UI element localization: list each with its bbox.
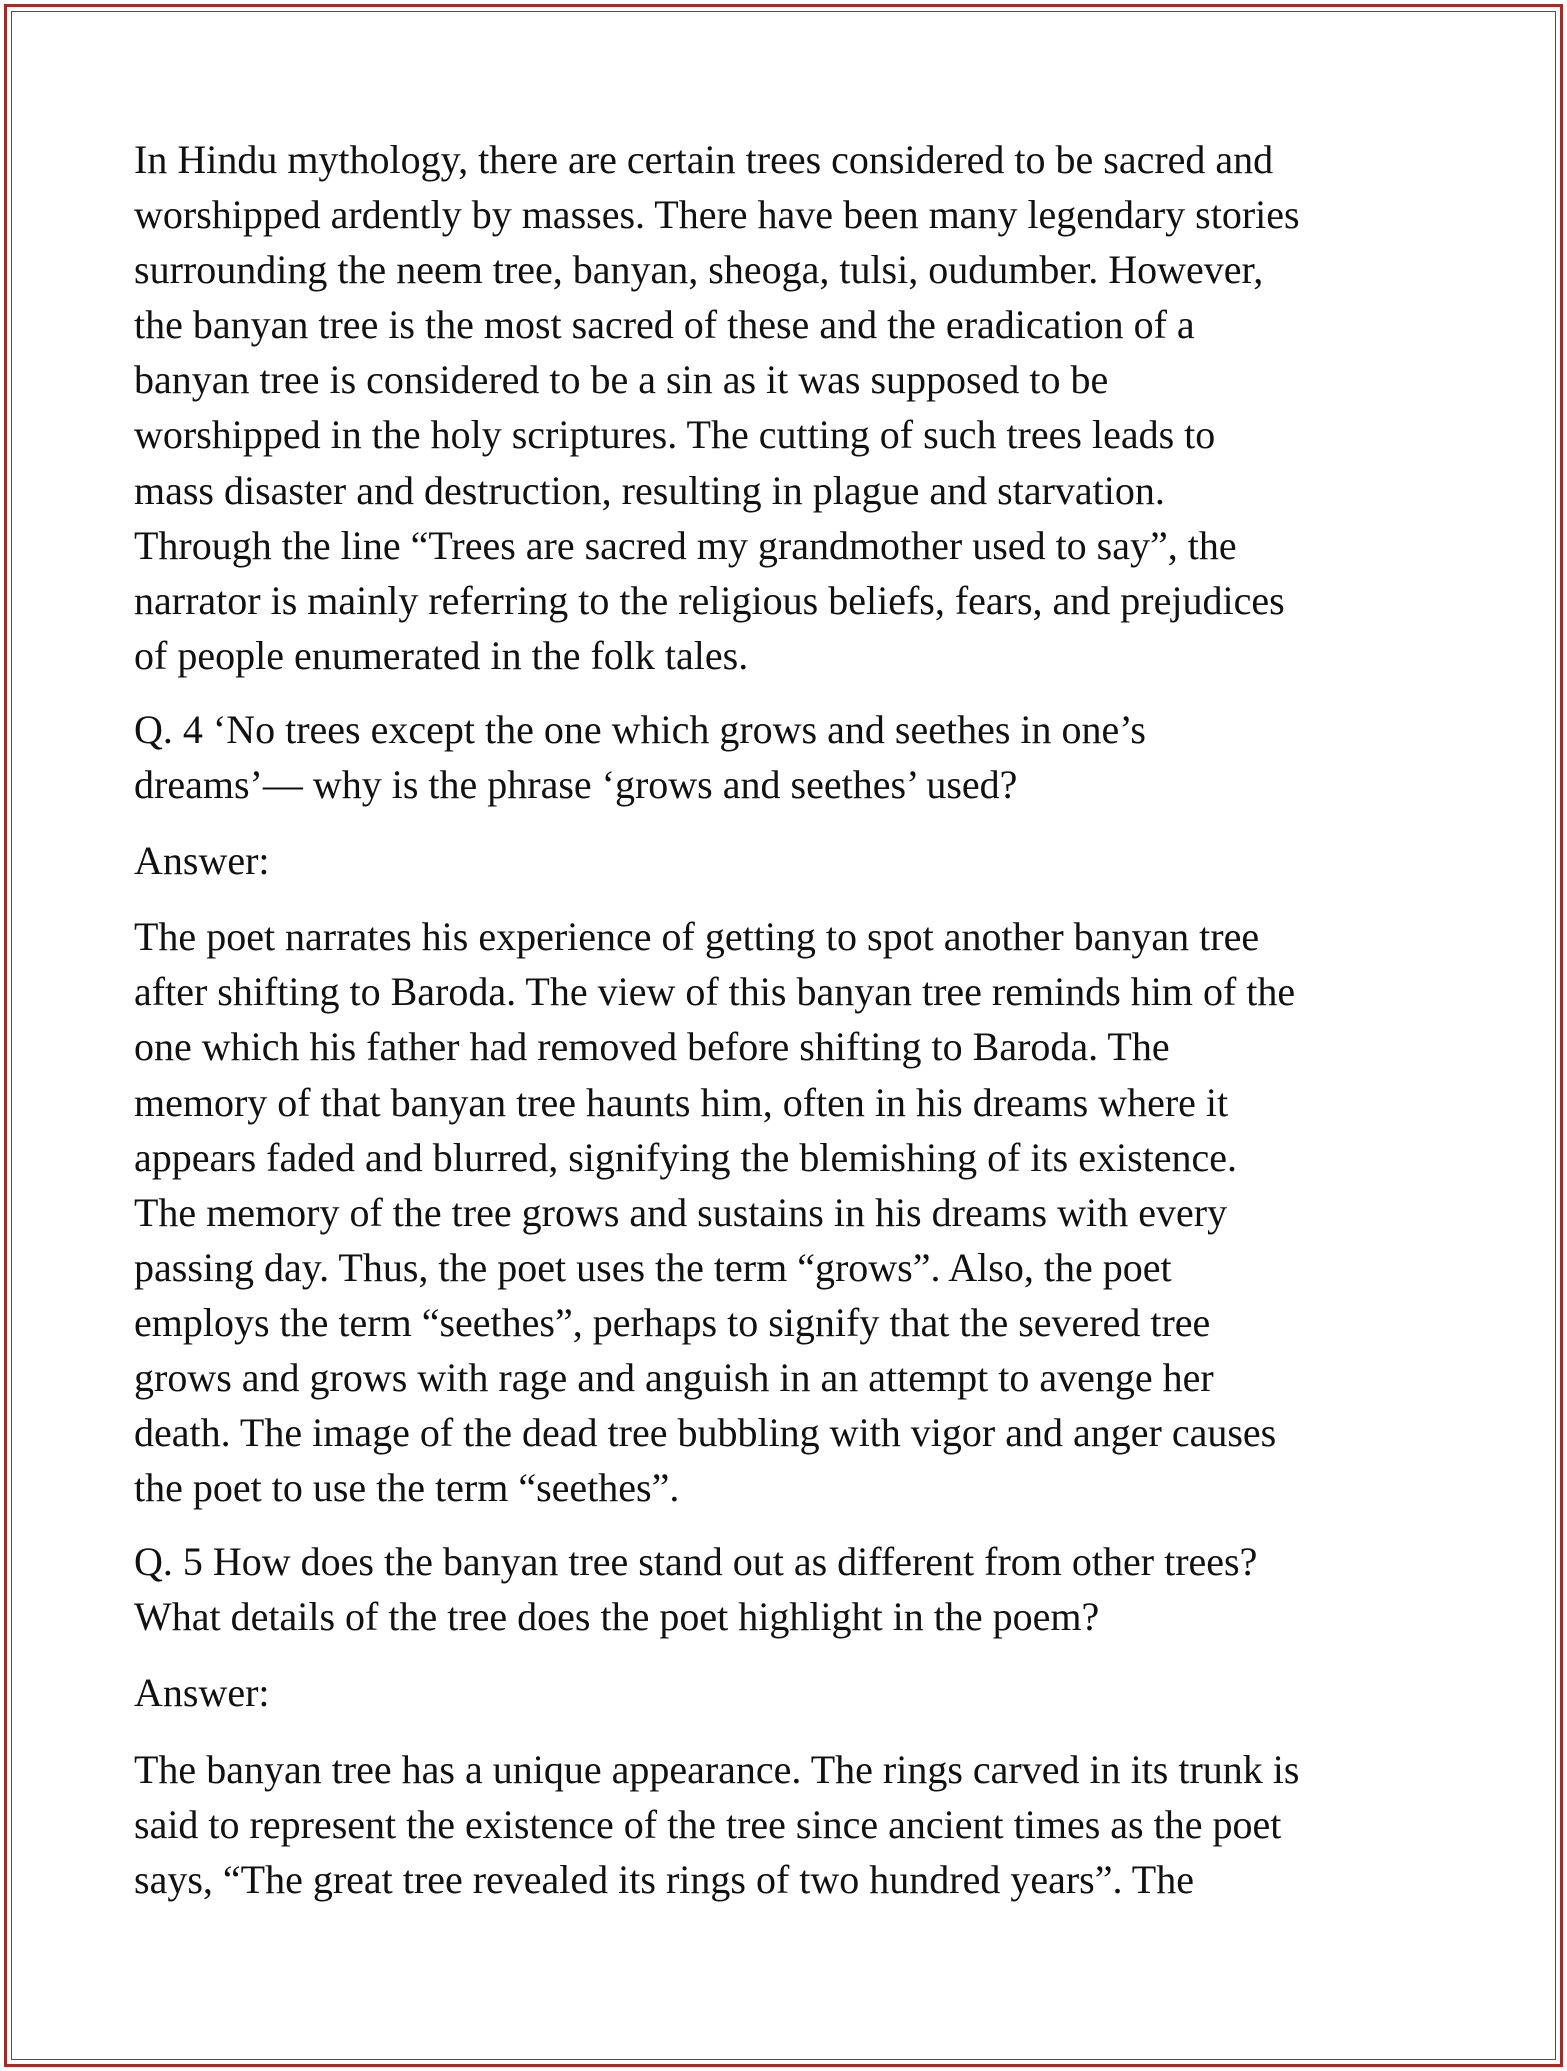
question-5: Q. 5 How does the banyan tree stand out as different from other trees? What details of the tree does the poet highlight in the poem?	[134, 1539, 1258, 1640]
answer-label-4: Answer:	[134, 838, 270, 884]
answer-4-paragraph: The poet narrates his experience of getting to spot another banyan tree after shifting to Baroda. The view of this banyan tree reminds him of the one which his father had removed before shifting to Baroda. The memory of that banyan tree haunts him, often in his dreams where it appears faded and blurred, signifying the blemishing of its existence. The memory of the tree grows and sustains in his dreams with every passing day. Thus, the poet uses the term “grows”. Also, the poet employs the term “seethes”, perhaps to signify that the severed tree grows and grows with rage and anguish in an attempt to avenge her death. The image of the dead tree bubbling with vigor and anger causes the poet to use the term “seethes”.	[134, 914, 1296, 1511]
document-body	[134, 132, 1444, 1907]
intro-paragraph: In Hindu mythology, there are certain trees considered to be sacred and worshipped ardently by masses. There have been many legendary stories surrounding the neem tree, banyan, sheoga, tulsi, oudumber. However, the banyan tree is the most sacred of these and the eradication of a banyan tree is considered to be a sin as it was supposed to be worshipped in the holy scriptures. The cutting of such trees leads to mass disaster and destruction, resulting in plague and starvation. Through the line “Trees are sacred my grandmother used to say”, the narrator is mainly referring to the religious beliefs, fears, and prejudices of people enumerated in the folk tales.	[134, 137, 1300, 678]
question-4: Q. 4 ‘No trees except the one which grows and seethes in one’s dreams’— why is the phrase ‘grows and seethes’ used?	[134, 706, 1146, 808]
answer-label-5: Answer:	[134, 1670, 270, 1716]
answer-5-paragraph: The banyan tree has a unique appearance. The rings carved in its trunk is said to represent the existence of the tree since ancient times as the poet says, “The great tree revealed its rings of two hundred years”. The	[134, 1746, 1300, 1902]
